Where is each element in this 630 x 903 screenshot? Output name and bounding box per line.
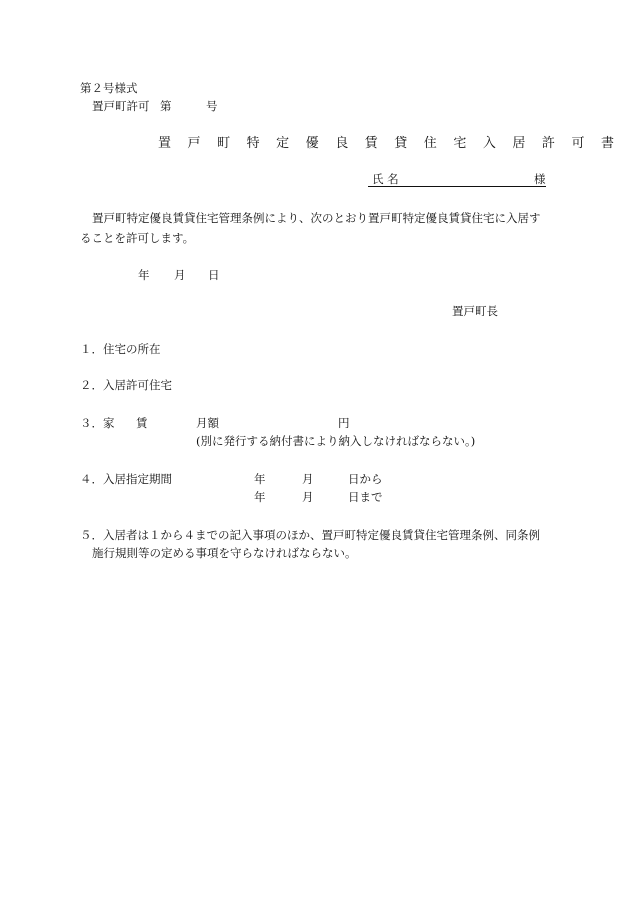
item-3-note: (別に発行する納付書により納入しなければならない。): [196, 434, 476, 448]
item-1-label: １．住宅の所在: [80, 342, 161, 356]
item-2-label: ２．入居許可住宅: [80, 378, 172, 392]
permit-number-prefix: 第: [160, 99, 172, 113]
date-month: 月: [174, 268, 186, 282]
item-3-currency: 円: [338, 416, 350, 430]
recipient-honorific: 様: [534, 172, 546, 186]
item-5-line-1: ５．入居者は１から４までの記入事項のほか、置戸町特定優良賃貸住宅管理条例、同条例: [80, 528, 540, 542]
item-4-end-year: 年: [254, 490, 266, 504]
item-4-start-year: 年: [254, 472, 266, 486]
permit-number-label: 置戸町許可: [92, 99, 150, 113]
recipient-name-label: 氏 名: [372, 172, 399, 186]
item-4-start-day: 日から: [348, 472, 383, 486]
date-day: 日: [208, 268, 220, 282]
body-paragraph: 置戸町特定優良賃貸住宅管理条例により、次のとおり置戸町特定優良賃貸住宅に入居することを許可します。: [80, 211, 541, 245]
form-number: 第２号様式: [80, 81, 138, 95]
item-5-line-2: 施行規則等の定める事項を守らなければならない。: [92, 546, 357, 560]
item-3-label-rest: 賃: [136, 416, 148, 430]
recipient-name-line: [368, 186, 546, 187]
permit-number-suffix: 号: [206, 99, 218, 113]
date-year: 年: [138, 268, 150, 282]
item-3-label-num: ３．家: [80, 416, 115, 430]
item-3-monthly-label: 月額: [196, 416, 219, 430]
issuer: 置戸町長: [452, 304, 498, 318]
item-4-label: ４．入居指定期間: [80, 472, 172, 486]
item-4-end-month: 月: [302, 490, 314, 504]
item-4-start-month: 月: [302, 472, 314, 486]
document-title: 置 戸 町 特 定 優 良 賃 貸 住 宅 入 居 許 可 書: [158, 136, 621, 151]
item-4-end-day: 日まで: [348, 490, 383, 504]
